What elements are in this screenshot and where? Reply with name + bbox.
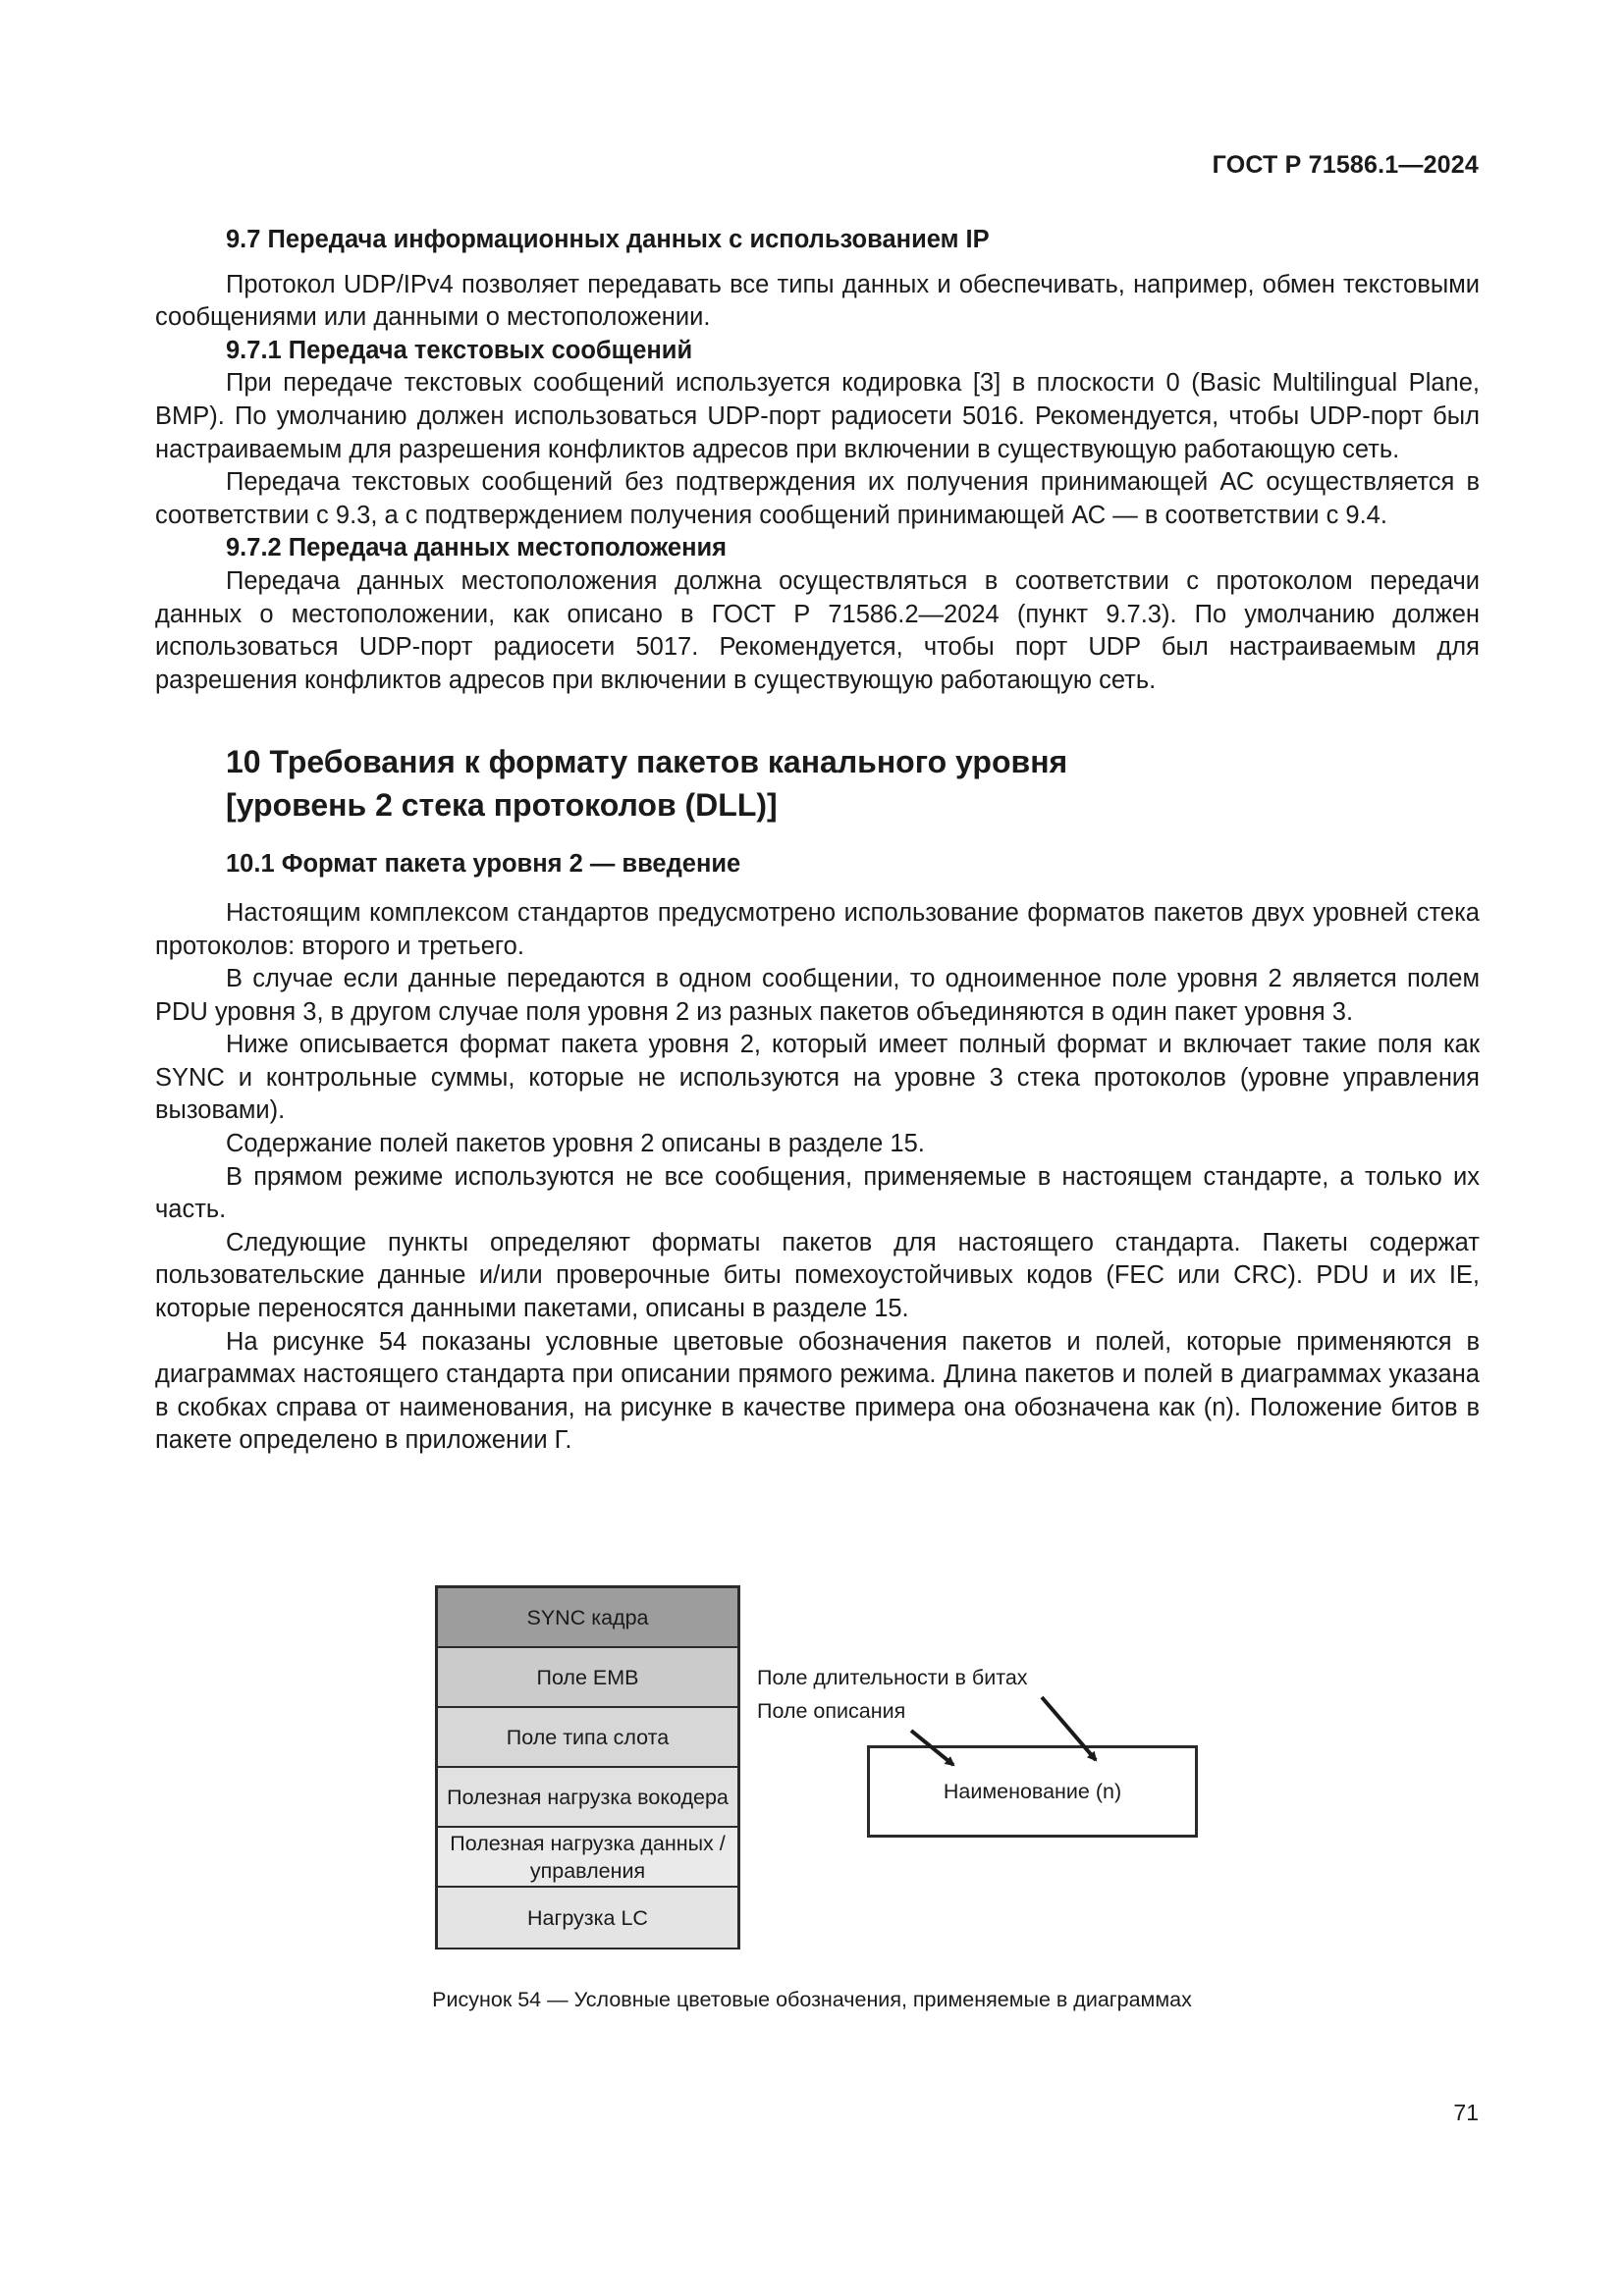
section-10-title-line1: 10 Требования к формату пакетов канального уровня (226, 744, 1068, 780)
section-9-7-1-title: 9.7.1 Передача текстовых сообщений (226, 336, 693, 364)
paragraph: Ниже описывается формат пакета уровня 2, который имеет полный формат и включает такие поля как SYNC и контрольные суммы, которые не используются на уровне 3 стека протоколов (уровне управления вызовами). (155, 1031, 1480, 1125)
lc-payload-field: Нагрузка LC (438, 1888, 737, 1948)
section-10-title-line2: [уровень 2 стека протоколов (DLL)] (226, 787, 778, 824)
body-text (155, 224, 1480, 1458)
section-10-1-title: 10.1 Формат пакета уровня 2 — введение (226, 850, 741, 879)
paragraph: Содержание полей пакетов уровня 2 описаны в разделе 15. (226, 1130, 925, 1158)
packet-legend-stack (435, 1585, 740, 1949)
emb-field: Поле EMB (438, 1648, 737, 1708)
description-field-label: Поле описания (757, 1699, 906, 1723)
voice-payload-field: Полезная нагрузка вокодера (438, 1768, 737, 1828)
legend-example-box (867, 1745, 1198, 1838)
paragraph: Протокол UDP/IPv4 позволяет передавать все типы данных и обеспечивать, например, обмен текстовыми сообщениями или данными о местоположении. (155, 270, 1480, 332)
paragraph: В прямом режиме используются не все сообщения, применяемые в настоящем стандарте, а только их часть. (155, 1162, 1480, 1224)
paragraph: На рисунке 54 показаны условные цветовые обозначения пакетов и полей, которые применяются в диаграммах настоящего стандарта при описании прямого режима. Длина пакетов и полей в диаграммах указана в скобках справа от наименования, на рисунке в качестве примера она обозначена как (n). Положение битов в пакете определено в приложении Г. (155, 1327, 1480, 1455)
paragraph: В случае если данные передаются в одном сообщении, то одноименное поле уровня 2 является полем PDU уровня 3, в другом случае поля уровня 2 из разных пакетов объединяются в один пакет уровня 3. (155, 965, 1480, 1026)
figure-caption: Рисунок 54 — Условные цветовые обозначения, применяемые в диаграммах (432, 1988, 1192, 2011)
page-number: 71 (1453, 2100, 1479, 2125)
section-9-7-2-title: 9.7.2 Передача данных местоположения (226, 534, 728, 562)
section-9-7-title: 9.7 Передача информационных данных с использованием IP (226, 226, 990, 253)
sync-field: SYNC кадра (438, 1588, 737, 1648)
section-10-title (155, 740, 1480, 827)
figure-54 (435, 1585, 1417, 1958)
paragraph: При передаче текстовых сообщений используется кодировка [3] в плоскости 0 (Basic Multilingual Plane, BMP). По умолчанию должен использоваться UDP-порт радиосети 5016. Рекомендуется, чтобы UDP-порт был настраиваемым для разрешения конфликтов адресов при включении в существующую работающую сеть. (155, 369, 1480, 463)
legend-example-text: Наименование (n) (943, 1779, 1122, 1803)
paragraph: Передача данных местоположения должна осуществляться в соответствии с протоколом передачи данных о местоположении, как описано в ГОСТ Р 71586.2—2024 (пункт 9.7.3). По умолчанию должен использоваться UDP-порт радиосети 5017. Рекомендуется, чтобы порт UDP был настраиваемым для разрешения конфликтов адресов при включении в существующую работающую сеть. (155, 566, 1480, 694)
paragraph: Следующие пункты определяют форматы пакетов для настоящего стандарта. Пакеты содержат пользовательские данные и/или проверочные биты помехоустойчивых кодов (FEC или CRC). PDU и их IE, которые переносятся данными пакетами, описаны в разделе 15. (155, 1228, 1480, 1323)
data-payload-field: Полезная нагрузка данных / управления (438, 1828, 737, 1888)
paragraph: Передача текстовых сообщений без подтверждения их получения принимающей АС осуществляется в соответствии с 9.3, а с подтверждением получения сообщений принимающей АС — в соответствии с 9.4. (155, 468, 1480, 529)
paragraph: Настоящим комплексом стандартов предусмотрено использование форматов пакетов двух уровней стека протоколов: второго и третьего. (155, 898, 1480, 960)
document-code: ГОСТ Р 71586.1—2024 (1212, 151, 1479, 179)
length-field-label: Поле длительности в битах (757, 1666, 1028, 1689)
slot-type-field: Поле типа слота (438, 1708, 737, 1768)
